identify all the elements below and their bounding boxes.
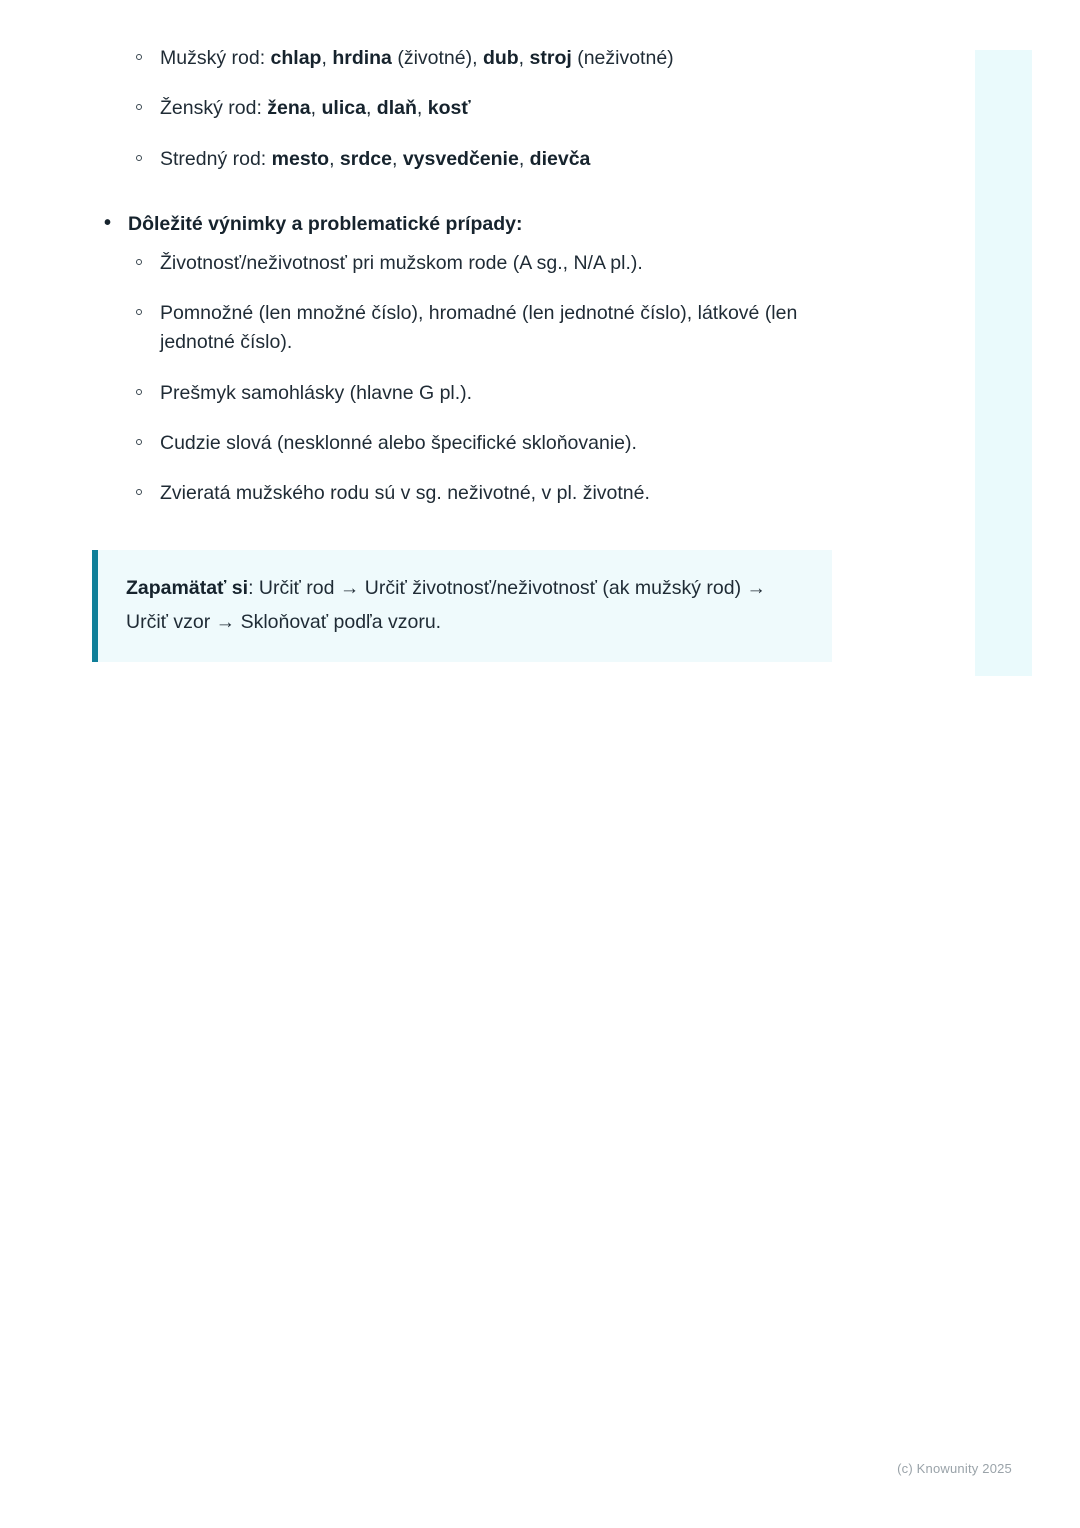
- example-sep: ,: [416, 97, 428, 120]
- example-suffix: (neživotné): [571, 47, 674, 69]
- example-bold-term: srdce: [339, 147, 392, 170]
- example-bold-term: dievča: [529, 147, 591, 170]
- footer-copyright: (c) Knowunity 2025: [897, 1461, 1012, 1476]
- example-bold-term: dlaň: [376, 97, 417, 120]
- example-bold-term: vysvedčenie: [402, 147, 519, 170]
- exceptions-heading: • Dôležité výnimky a problematické prípady:: [92, 209, 832, 239]
- exceptions-section: [92, 209, 832, 239]
- example-prefix: Ženský rod:: [160, 97, 268, 120]
- example-sep: (životné),: [391, 47, 483, 69]
- list-item: Prešmyk samohlásky (hlavne G pl.).: [92, 379, 832, 408]
- example-sep: ,: [518, 47, 530, 69]
- list-item: [92, 145, 832, 174]
- list-item: Pomnožné (len množné číslo), hromadné (len jednotné číslo), látkové (len jednotné číslo).: [92, 299, 832, 358]
- gender-examples-list: [92, 44, 832, 174]
- list-item: [92, 44, 832, 73]
- example-bold-term: ulica: [321, 97, 366, 120]
- callout-text: : Určiť rod → Určiť životnosť/neživotnosť (ak mužský rod) → Určiť vzor → Skloňovať podľa vzoru.: [126, 577, 767, 633]
- example-sep: ,: [365, 97, 377, 120]
- exceptions-list: [92, 249, 832, 509]
- example-sep: ,: [329, 147, 340, 170]
- remember-callout: [92, 550, 832, 661]
- example-sep: ,: [518, 147, 530, 170]
- list-item: Cudzie slová (nesklonné alebo špecifické skloňovanie).: [92, 429, 832, 458]
- example-sep: ,: [321, 47, 333, 69]
- callout-label: Zapamätať si: [126, 577, 249, 600]
- list-item: Zvieratá mužského rodu sú v sg. neživotné, v pl. životné.: [92, 479, 832, 508]
- list-item: [92, 94, 832, 123]
- section-spacer: [92, 195, 832, 209]
- example-prefix: Mužský rod:: [160, 47, 271, 69]
- example-bold-term: dub: [482, 47, 519, 69]
- example-prefix: Stredný rod:: [160, 147, 272, 170]
- example-sep: ,: [310, 97, 322, 120]
- list-item: Životnosť/neživotnosť pri mužskom rode (A sg., N/A pl.).: [92, 249, 832, 278]
- page-edge-decoration: [975, 50, 1032, 676]
- example-bold-term: hrdina: [332, 47, 392, 69]
- document-content: [92, 44, 832, 662]
- example-bold-term: kosť: [427, 97, 471, 120]
- example-bold-term: chlap: [270, 47, 322, 69]
- example-bold-term: mesto: [271, 147, 330, 170]
- example-sep: ,: [391, 147, 403, 170]
- example-bold-term: žena: [267, 97, 311, 120]
- example-bold-term: stroj: [529, 47, 572, 69]
